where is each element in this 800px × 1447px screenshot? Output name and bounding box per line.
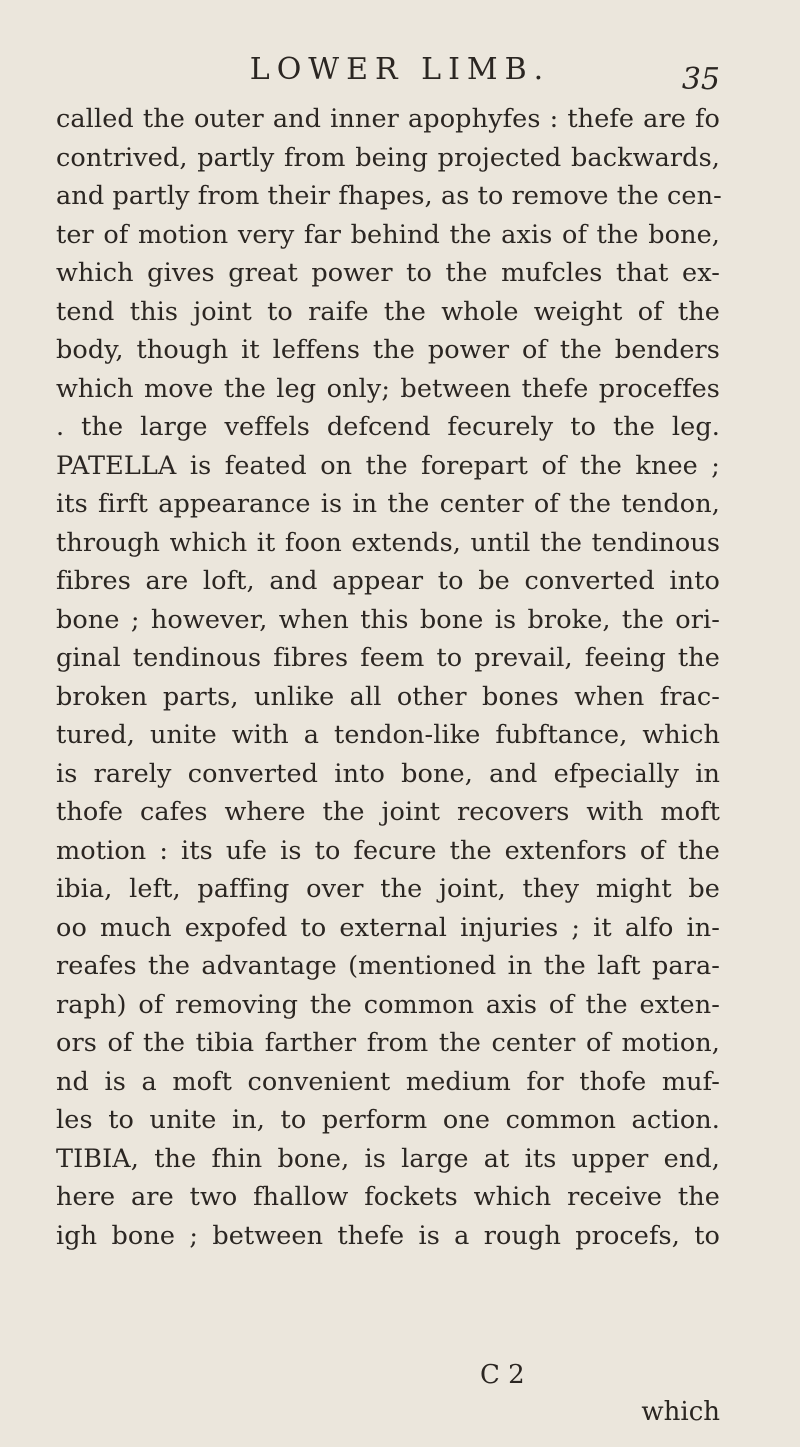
signature-mark: C 2 xyxy=(480,1360,525,1390)
text-line: PATELLA is feated on the forepart of the knee ; xyxy=(56,450,720,481)
text-line: here are two fhallow fockets which receive the xyxy=(56,1182,720,1212)
text-line: ginal tendinous fibres feem to prevail, feeing the xyxy=(56,643,720,673)
text-line: oo much expofed to external injuries ; it alfo in- xyxy=(56,912,720,943)
page-header xyxy=(0,52,800,102)
text-line: . the large veffels defcend fecurely to the leg. xyxy=(56,412,720,442)
text-line: fibres are loft, and appear to be converted into xyxy=(56,566,720,596)
text-line: ibia, left, paffing over the joint, they might be xyxy=(56,874,720,904)
catchword: which xyxy=(641,1397,720,1427)
page-number: 35 xyxy=(681,62,720,97)
text-line: TIBIA, the fhin bone, is large at its upper end, xyxy=(56,1143,720,1174)
text-line: called the outer and inner apophyfes : thefe are fo xyxy=(56,104,720,134)
text-line: bone ; however, when this bone is broke, the ori- xyxy=(56,604,720,635)
text-line: and partly from their fhapes, as to remove the cen- xyxy=(56,181,722,211)
text-line: tend this joint to raife the whole weight of the xyxy=(56,296,720,327)
text-line: thofe cafes where the joint recovers with moft xyxy=(56,797,720,827)
text-line: les to unite in, to perform one common action. xyxy=(56,1105,720,1135)
text-line: nd is a moft convenient medium for thofe muf- xyxy=(56,1066,720,1097)
text-line: contrived, partly from being projected backwards, xyxy=(56,142,720,173)
text-line: tured, unite with a tendon-like fubftance, which xyxy=(56,720,720,750)
body-text xyxy=(56,100,720,1255)
text-line: reafes the advantage (mentioned in the laft para- xyxy=(56,951,720,981)
text-line: motion : its ufe is to fecure the extenfors of the xyxy=(56,835,720,866)
text-line: through which it foon extends, until the tendinous xyxy=(56,527,720,558)
text-line: which move the leg only; between thefe proceffes xyxy=(56,373,720,404)
text-line: broken parts, unlike all other bones when frac- xyxy=(56,681,720,712)
text-line: body, though it leffens the power of the benders xyxy=(56,335,720,365)
text-line: igh bone ; between thefe is a rough procefs, to xyxy=(56,1220,720,1251)
running-head: LOWER LIMB. xyxy=(249,52,551,87)
text-line: its firft appearance is in the center of the tendon, xyxy=(56,489,720,519)
text-line: is rarely converted into bone, and efpecially in xyxy=(56,758,720,789)
text-line: which gives great power to the mufcles that ex- xyxy=(56,258,720,288)
text-line: ors of the tibia farther from the center of motion, xyxy=(56,1028,720,1058)
text-line: raph) of removing the common axis of the exten- xyxy=(56,989,720,1020)
text-line: ter of motion very far behind the axis of the bone, xyxy=(56,219,720,250)
